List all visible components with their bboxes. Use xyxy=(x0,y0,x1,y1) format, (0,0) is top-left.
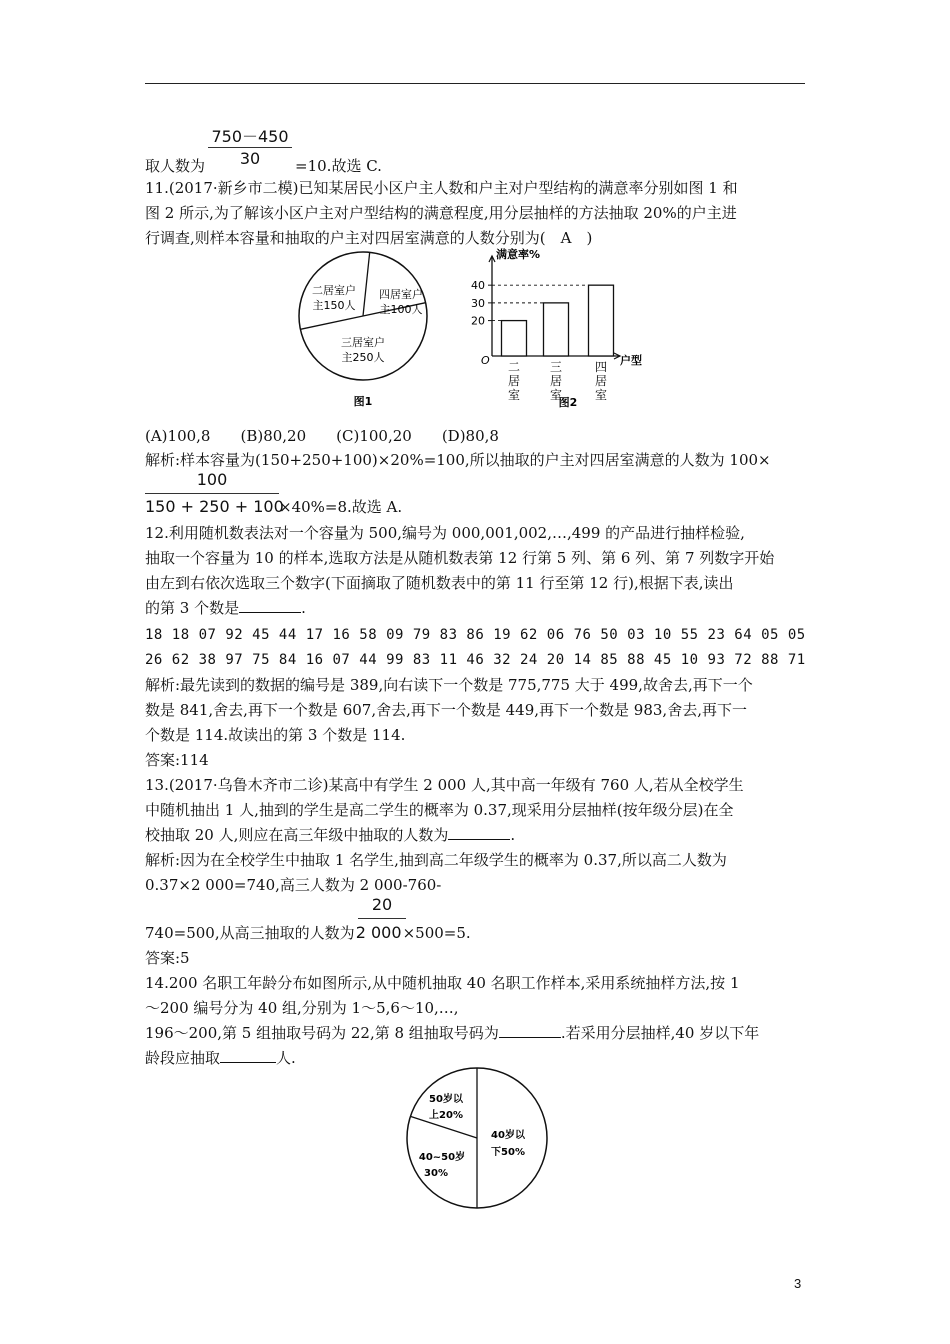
q13-line-2: 中随机抽出 1 人,抽到的学生是高二学生的概率为 0.37,现采用分层抽样(按年级分层)在全 xyxy=(145,801,734,819)
text-segment: 人. xyxy=(276,1049,296,1067)
pie-slice-divider xyxy=(363,252,370,316)
text-segment: ×40%=8.故选 A. xyxy=(279,498,403,516)
q11-solution-1: 解析:样本容量为(150+250+100)×20%=100,所以抽取的户主对四居室满意的人数为 100× xyxy=(145,451,771,469)
q12-line-3: 由左到右依次选取三个数字(下面摘取了随机数表中的第 11 行至第 12 行),根据下表,读出 xyxy=(145,574,734,592)
slice-label: 上20% xyxy=(429,1110,463,1121)
q12-answer: 答案:114 xyxy=(145,751,209,769)
q12-solution-3: 个数是 114.故读出的第 3 个数是 114. xyxy=(145,726,406,744)
fraction-bar xyxy=(145,493,279,494)
bar xyxy=(589,285,614,356)
bar-chart-group xyxy=(471,256,620,402)
category-tick-label: 室 xyxy=(507,388,521,402)
pie-dividers xyxy=(410,1068,477,1208)
fraction-numerator: 100 xyxy=(196,470,228,489)
category-tick-label: 四 xyxy=(594,360,608,374)
category-tick-label: 三 xyxy=(549,360,563,374)
q11-line-1: 11.(2017·新乡市二模)已知某居民小区户主人数和户主对户型结构的满意率分别如图 1 和 xyxy=(145,179,738,197)
q14-line-1: 14.200 名职工年龄分布如图所示,从中随机抽取 40 名职工作样本,采用系统抽样方法,按 1 xyxy=(145,974,740,992)
category-tick-label: 室 xyxy=(549,388,563,402)
fig1-pie-chart xyxy=(290,250,440,410)
q11-line-3: 行调查,则样本容量和抽取的户主对四居室满意的人数分别为( A ) xyxy=(145,229,593,247)
slice-label: 三居室户 xyxy=(341,336,385,349)
random-table-row-11: 18 18 07 92 45 44 17 16 58 09 79 83 86 19 62 06 76 50 03 10 55 23 64 05 05 xyxy=(145,627,806,643)
q14-line-4 xyxy=(145,1048,296,1068)
bar xyxy=(502,321,527,356)
text-segment: .若采用分层抽样,40 岁以下年 xyxy=(560,1024,760,1042)
figure-caption: 图2 xyxy=(558,396,578,409)
q13-line-1: 13.(2017·乌鲁木齐市二诊)某高中有学生 2 000 人,其中高一年级有 760 人,若从全校学生 xyxy=(145,776,744,794)
answer-blank xyxy=(499,1023,561,1038)
category-tick-label: 二 xyxy=(507,360,521,374)
text-segment: =10.故选 C. xyxy=(295,157,382,175)
q13-solution-3 xyxy=(145,923,471,943)
fraction-numerator: 20 xyxy=(371,895,393,914)
text-segment: 取人数为 xyxy=(145,157,206,175)
q12-solution-2: 数是 841,舍去,再下一个数是 607,舍去,再下一个数是 449,再下一个数是 983,舍去,再下一 xyxy=(145,701,747,719)
text-segment: 196～200,第 5 组抽取号码为 22,第 8 组抽取号码为 xyxy=(145,1024,499,1042)
slice-label: 30% xyxy=(424,1168,448,1179)
q13-line-3: 校抽取 20 人,则应在高三年级中抽取的人数为 . xyxy=(145,826,516,844)
category-tick-label: 居 xyxy=(594,374,608,388)
fig2-bar-chart xyxy=(470,246,660,410)
q11-solution-2 xyxy=(145,497,402,517)
text-segment: 龄段应抽取 xyxy=(145,1049,221,1067)
q12-solution-1: 解析:最先读到的数据的编号是 389,向右读下一个数是 775,775 大于 499,故舍去,再下一个 xyxy=(145,676,753,694)
figure-caption: 图1 xyxy=(353,395,373,408)
fraction-denominator: 150 + 250 + 100 xyxy=(145,497,284,516)
fraction-numerator: 750－450 xyxy=(211,127,289,146)
slice-label: 二居室户 xyxy=(312,284,356,297)
answer-blank xyxy=(220,1048,276,1063)
q12-line-4: 的第 3 个数是 . xyxy=(145,599,306,617)
pie-slice-divider xyxy=(300,316,363,329)
answer-blank xyxy=(239,598,301,613)
slice-label: 主250人 xyxy=(341,351,385,364)
q13-solution-1: 解析:因为在全校学生中抽取 1 名学生,抽到高二年级学生的概率为 0.37,所以高二人数为 xyxy=(145,851,727,869)
text-segment: 的第 3 个数是 xyxy=(145,599,240,617)
fraction-denominator: 30 xyxy=(239,149,261,168)
q13-answer: 答案:5 xyxy=(145,949,190,967)
text-segment: ×500=5. xyxy=(402,924,471,942)
category-tick-label: 居 xyxy=(549,374,563,388)
x-axis-label: 户型 xyxy=(620,354,642,367)
axis-origin: O xyxy=(481,354,490,367)
text-segment: 校抽取 20 人,则应在高三年级中抽取的人数为 xyxy=(145,826,449,844)
random-table-row-12: 26 62 38 97 75 84 16 07 44 99 83 11 46 32 24 20 14 85 88 45 10 93 72 88 71 xyxy=(145,652,806,668)
slice-label: 下50% xyxy=(491,1147,525,1158)
q12-line-2: 抽取一个容量为 10 的样本,选取方法是从随机数表第 12 行第 5 列、第 6 列、第 7 列数字开始 xyxy=(145,549,775,567)
slice-label: 50岁以 xyxy=(429,1094,463,1105)
q12-line-1: 12.利用随机数表法对一个容量为 500,编号为 000,001,002,…,499 的产品进行抽样检验, xyxy=(145,524,745,542)
y-tick-label: 30 xyxy=(471,296,485,310)
fraction-denominator: 2 000 xyxy=(355,923,402,942)
age-pie-chart xyxy=(398,1064,558,1212)
y-axis-label: 满意率% xyxy=(496,248,541,261)
y-tick-label: 40 xyxy=(471,279,485,293)
text-segment: 740=500,从高三抽取的人数为 xyxy=(145,924,355,942)
slice-label: 主100人 xyxy=(379,303,423,316)
q11-line-2: 图 2 所示,为了解该小区户主对户型结构的满意程度,用分层抽样的方法抽取 20%的户主进 xyxy=(145,204,737,222)
category-tick-label: 居 xyxy=(507,374,521,388)
q14-line-2: ～200 编号分为 40 组,分别为 1～5,6～10,…, xyxy=(145,999,459,1017)
q11-options: (A)100,8 (B)80,20 (C)100,20 (D)80,8 xyxy=(145,427,499,445)
slice-label: 四居室户 xyxy=(379,288,423,301)
fraction-bar xyxy=(208,147,292,148)
page-number: 3 xyxy=(794,1276,802,1291)
q13-solution-2: 0.37×2 000=740,高三人数为 2 000-760- xyxy=(145,876,442,894)
slice-label: 主150人 xyxy=(312,299,356,312)
y-tick-label: 20 xyxy=(471,314,485,328)
text-line xyxy=(145,156,382,176)
header-rule xyxy=(145,83,805,84)
q14-line-3 xyxy=(145,1023,759,1043)
fraction-bar xyxy=(358,918,406,919)
answer-blank xyxy=(448,825,510,840)
category-tick-label: 室 xyxy=(594,388,608,402)
slice-label: 40~50岁 xyxy=(418,1152,466,1163)
bar xyxy=(544,303,569,356)
slice-label: 40岁以 xyxy=(491,1130,525,1141)
